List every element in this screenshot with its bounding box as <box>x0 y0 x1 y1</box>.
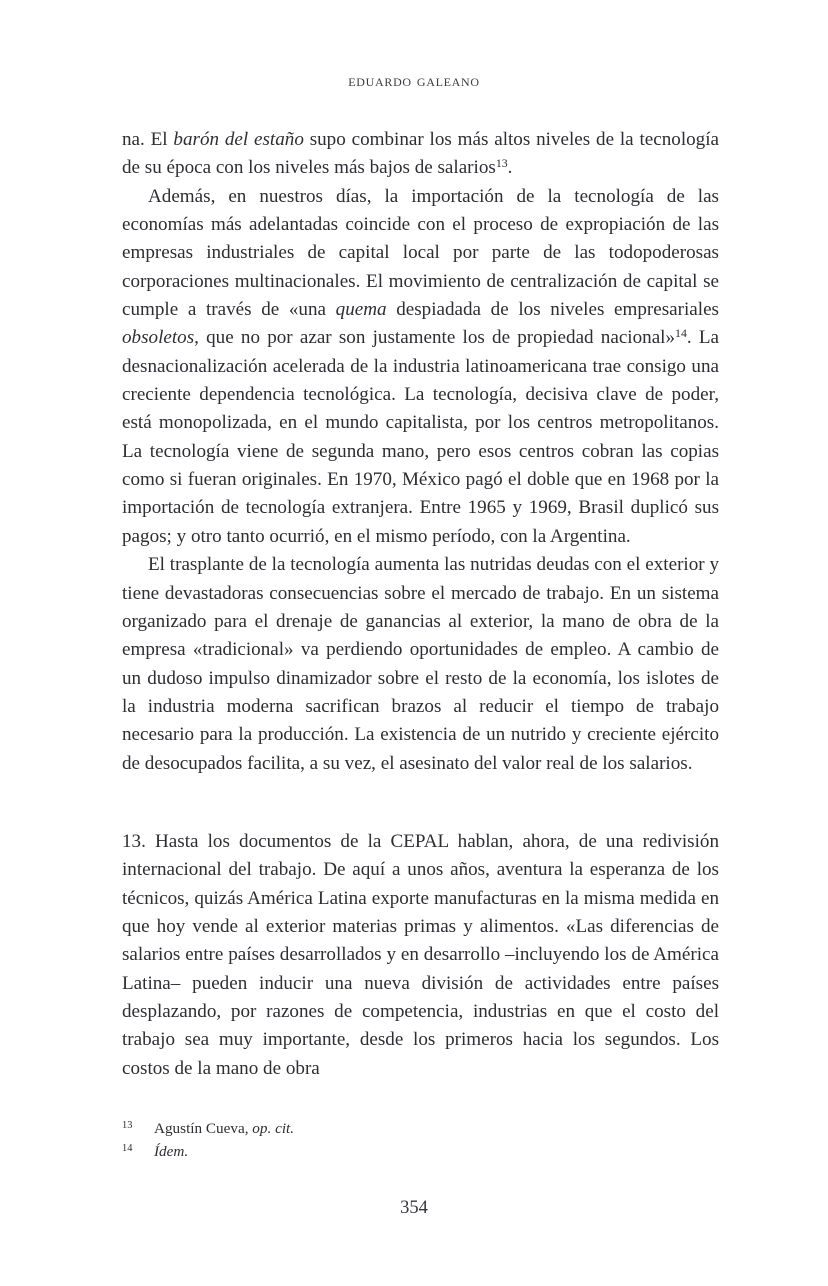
footnote-text-14 <box>154 1141 719 1162</box>
italic-run-baron-del-estano: barón del estaño <box>173 129 304 150</box>
footnote-marker-13: 13 <box>122 1120 133 1131</box>
footnote-ref-14[interactable]: 14 <box>675 326 687 341</box>
footnote-author: Agustín Cueva, <box>154 1120 253 1137</box>
text-run: Además, en nuestros días, la importación de la tecnología de las economías más adelantadas coincide con el proceso de expropiación de las empresas industriales de capital local por parte de las todopoderosas corporaciones multinacionales. El movimiento de centralización de capital se cumple a través de «una <box>122 185 719 321</box>
footnote-citation: Ídem. <box>154 1143 189 1160</box>
note-13-continued-text: 13. Hasta los documentos de la CEPAL hablan, ahora, de una redivisión internacional del trabajo. De aquí a unos años, aventura la esperanza de los técnicos, quizás América Latina exporte manufacturas en la misma medida en que hoy vende al exterior materias primas y alimentos. «Las diferencias de salarios entre países desarrollados y en desarrollo –incluyendo los de América Latina– pueden inducir una nueva división de actividades entre países desplazando, por razones de competencia, industrias en que el costo del trabajo sea muy importante, desde los primeros hacia los segundos. Los costos de la mano de obra <box>122 831 719 1079</box>
footnotes-block <box>122 1118 719 1164</box>
text-run: . La desnacionalización acelerada de la industria latinoamericana trae consigo una creciente dependencia tecnológica. La tecnología, decisiva clave de poder, está monopolizada, en el mundo capitalista, por los centros metropolitanos. La tecnología viene de segunda mano, pero esos centros cobran las copias como si fueran originales. En 1970, México pagó el doble que en 1968 por la importación de tecnología extranjera. Entre 1965 y 1969, Brasil duplicó sus pagos; y otro tanto ocurrió, en el mismo período, con la Argentina. <box>122 327 719 547</box>
page-number: 354 <box>400 1198 428 1218</box>
footnote-marker-14: 14 <box>122 1143 133 1154</box>
paragraph-importacion-tecnologia <box>122 183 719 551</box>
note-13-continued-block <box>122 828 719 1083</box>
text-run: supo combinar los más altos niveles de la tecnología de su época con los niveles más bajos de salarios <box>122 129 719 179</box>
text-run: . <box>507 157 513 179</box>
footnote-item <box>122 1118 719 1141</box>
paragraph-baron-estano <box>122 126 719 183</box>
text-run: , que no por azar son justamente los de propiedad nacional» <box>194 327 676 349</box>
paragraph-trasplante-tecnologia <box>122 551 719 778</box>
running-head: eduardo galeano <box>348 70 480 90</box>
footnote-item <box>122 1141 719 1164</box>
footnote-citation: op. cit. <box>252 1120 295 1137</box>
text-run: despiadada de los niveles empresariales <box>386 299 719 321</box>
italic-run-obsoletos: obsoletos <box>122 327 195 349</box>
footnote-text-13 <box>154 1118 719 1139</box>
italic-run-quema: quema <box>335 299 387 321</box>
text-column <box>122 126 719 778</box>
text-run: El trasplante de la tecnología aumenta las nutridas deudas con el exterior y tiene devastadoras consecuencias sobre el mercado de trabajo. En un sistema organizado para el drenaje de ganancias al exterior, la mano de obra de la empresa «tradicional» va perdiendo oportunidades de empleo. A cambio de un dudoso impulso dinamizador sobre el resto de la economía, los islotes de la industria moderna sacrifican brazos al reducir el tiempo de trabajo necesario para la producción. La existencia de un nutrido y creciente ejército de desocupados facilita, a su vez, el asesinato del valor real de los salarios. <box>122 554 719 774</box>
text-run: na. El <box>122 129 174 150</box>
footnote-ref-13[interactable]: 13 <box>495 156 508 171</box>
